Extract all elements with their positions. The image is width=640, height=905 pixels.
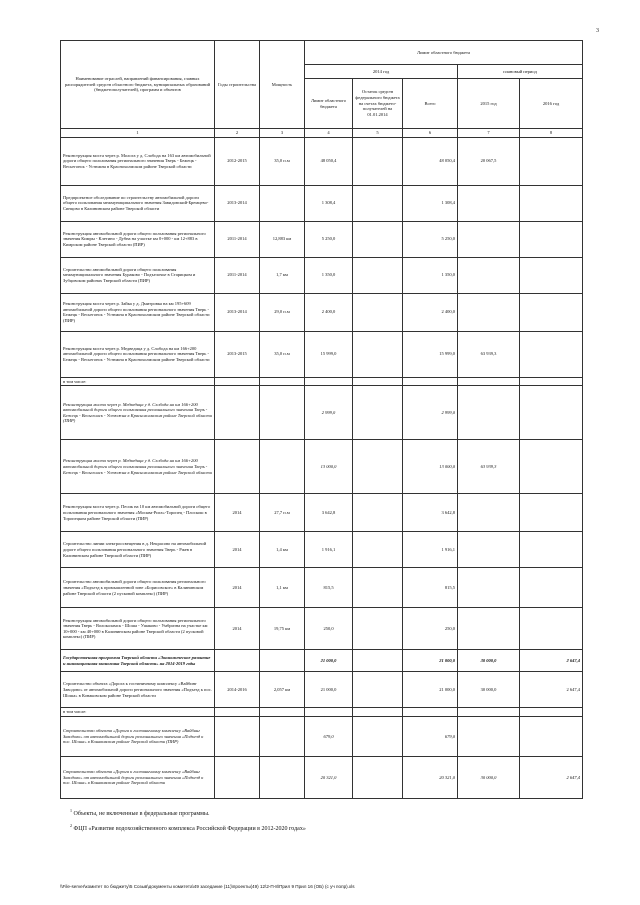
col-num: 1 <box>61 129 215 138</box>
row-total-cell: 21 000,0 <box>403 650 458 672</box>
row-capacity-cell: 35,0 п.м <box>260 137 305 185</box>
row-name-cell: в том числе: <box>61 708 215 717</box>
footnote-marker: 1 <box>70 808 72 813</box>
row-name-cell: Реконструкция моста через р. Медведица у д. Слобода на км 166+200 автомобильной дороги общего пользования регионального значения Тверь - Бежецк - Весьегонск - Устюжна в Краснохолмском районе Тверской области (ПИР) <box>61 386 215 440</box>
row-2015-cell <box>458 608 520 650</box>
row-2015-cell: 30 000,0 <box>458 672 520 708</box>
col-num: 3 <box>260 129 305 138</box>
row-2015-cell <box>458 221 520 257</box>
table-row <box>61 331 583 377</box>
row-years-cell: 2014 <box>215 608 260 650</box>
table-header <box>61 41 583 138</box>
row-years-cell: 2013-2014 <box>215 293 260 331</box>
row-capacity-cell <box>260 650 305 672</box>
row-2015-cell <box>458 185 520 221</box>
row-name-cell: Государственная программа Тверской области «Экономическое развитие и инновационная экономика Тверской области» на 2014-2019 годы <box>61 650 215 672</box>
row-remaining-cell <box>353 716 403 756</box>
header-name-col: Наименование отраслей, направлений финансирования, главных распорядителей средств областного бюджета, муниципальных образований (бюджетополучателей), программ и объектов <box>61 41 215 129</box>
row-2015-cell <box>458 257 520 293</box>
row-name-cell: Строительство автомобильной дороги общего пользования межмуниципального значения Бураково - Подъелочье в Старицком и Зубцовском районах Тверской области (ПИР) <box>61 257 215 293</box>
row-2016-cell: 2 647,4 <box>520 756 583 798</box>
row-capacity-cell <box>260 756 305 798</box>
header-capacity-col: Мощность <box>260 41 305 129</box>
row-2015-cell <box>458 532 520 568</box>
row-2016-cell <box>520 185 583 221</box>
table-row <box>61 532 583 568</box>
row-limit-cell: 2 400,0 <box>305 293 353 331</box>
row-years-cell: 2011-2014 <box>215 221 260 257</box>
row-name-cell: Реконструкция моста через р. Медведица у д. Слобода на км 166+200 автомобильной дороги общего пользования регионального значения Тверь - Бежецк - Весьегонск - Устюжна в Краснохолмском районе Тверской области <box>61 331 215 377</box>
table-row <box>61 568 583 608</box>
row-years-cell: 2013-2014 <box>215 185 260 221</box>
row-remaining-cell <box>353 293 403 331</box>
row-2016-cell <box>520 494 583 532</box>
table-body <box>61 137 583 798</box>
table-row <box>61 386 583 440</box>
row-remaining-cell <box>353 568 403 608</box>
row-capacity-cell <box>260 440 305 494</box>
row-years-cell: 2012-2015 <box>215 137 260 185</box>
row-2016-cell <box>520 377 583 386</box>
row-capacity-cell: 29,0 п.м <box>260 293 305 331</box>
row-remaining-cell <box>353 331 403 377</box>
row-total-cell <box>403 708 458 717</box>
footnote-text: ФЦП «Развитие водохозяйственного комплекса Российской Федерации в 2012-2020 годах» <box>73 826 306 832</box>
row-years-cell <box>215 756 260 798</box>
column-number-row <box>61 129 583 138</box>
row-2016-cell <box>520 716 583 756</box>
row-years-cell: 2014 <box>215 494 260 532</box>
row-limit-cell: 679,0 <box>305 716 353 756</box>
row-2016-cell <box>520 293 583 331</box>
budget-table <box>60 40 583 799</box>
row-years-cell: 2014 <box>215 568 260 608</box>
header-year-2016: 2016 год <box>520 79 583 129</box>
row-limit-cell <box>305 708 353 717</box>
row-2015-cell <box>458 716 520 756</box>
row-total-cell: 2 999,0 <box>403 386 458 440</box>
row-2015-cell <box>458 494 520 532</box>
col-num: 4 <box>305 129 353 138</box>
col-num: 8 <box>520 129 583 138</box>
row-total-cell: 1 916,1 <box>403 532 458 568</box>
row-limit-cell: 1 308,4 <box>305 185 353 221</box>
row-name-cell: Реконструкция автомобильной дороги общего пользования регионального значения Тверь - Волоколамск - Шоша - Ушаково - Умбризна на участке км 10+000 - км 40+000 в Калининском районе Тверской области (2 пусковой комплекс) (ПИР) <box>61 608 215 650</box>
row-capacity-cell: 2,057 км <box>260 672 305 708</box>
file-path-footer: \\File-server\комитет по бюджету\5 Созыв\документы комитета\49 заседание (11)\проекты(49) 12\2-П-8\Прил 9 Прил 16 (ОБ) (с уч попр).xls <box>60 884 355 889</box>
row-capacity-cell <box>260 185 305 221</box>
row-years-cell <box>215 377 260 386</box>
row-remaining-cell <box>353 386 403 440</box>
table-row <box>61 650 583 672</box>
row-remaining-cell <box>353 494 403 532</box>
row-capacity-cell: 27,7 п.м <box>260 494 305 532</box>
row-years-cell <box>215 386 260 440</box>
row-2015-cell: 20 067,5 <box>458 137 520 185</box>
row-2016-cell <box>520 221 583 257</box>
row-total-cell: 250,0 <box>403 608 458 650</box>
row-name-cell: Строительство автомобильной дороги общего пользования регионального значения «Подъезд к промышленной зоне «Борисовское» в Калининском районе Тверской области (2 пусковой комплекс) (ПИР) <box>61 568 215 608</box>
row-years-cell <box>215 716 260 756</box>
row-2015-cell <box>458 377 520 386</box>
row-years-cell: 2014-2016 <box>215 672 260 708</box>
row-2016-cell: 2 647,4 <box>520 672 583 708</box>
row-2016-cell <box>520 608 583 650</box>
row-limit-cell: 3 642,8 <box>305 494 353 532</box>
row-limit-cell: 815,5 <box>305 568 353 608</box>
row-name-cell: Реконструкция автомобильной дороги общего пользования регионального значения Кимры - Клетино - Дубна на участке км 0+000 - км 12+883 в Кимрском районе Тверской области (ПИР) <box>61 221 215 257</box>
header-remaining-funds: Остаток средств федерального бюджета на счетах бюджето-получателей на 01.01.2014 <box>353 79 403 129</box>
row-2015-cell: 30 000,0 <box>458 756 520 798</box>
footnotes <box>70 805 306 835</box>
row-capacity-cell <box>260 716 305 756</box>
header-year-2015: 2015 год <box>458 79 520 129</box>
row-years-cell: 2014 <box>215 532 260 568</box>
row-capacity-cell <box>260 377 305 386</box>
row-capacity-cell <box>260 708 305 717</box>
row-2015-cell: 63 939,3 <box>458 331 520 377</box>
row-2015-cell <box>458 568 520 608</box>
row-total-cell: 1 308,4 <box>403 185 458 221</box>
header-total: Всего <box>403 79 458 129</box>
row-total-cell: 3 642,8 <box>403 494 458 532</box>
header-limit-title: Лимит областного бюджета <box>305 41 583 65</box>
table-row <box>61 377 583 386</box>
row-name-cell: Реконструкция моста через р. Медведица у д. Слобода на км 166+200 автомобильной дороги общего пользования регионального значения Тверь - Бежецк - Весьегонск - Устюжна в Краснохолмском районе Тверской области <box>61 440 215 494</box>
header-years-col: Годы строительства <box>215 41 260 129</box>
row-limit-cell: 2 999,0 <box>305 386 353 440</box>
row-total-cell: 679,0 <box>403 716 458 756</box>
header-year-2014: 2014 год <box>305 65 458 79</box>
row-2015-cell <box>458 708 520 717</box>
row-total-cell: 48 050,4 <box>403 137 458 185</box>
row-remaining-cell <box>353 708 403 717</box>
row-capacity-cell: 1,1 км <box>260 568 305 608</box>
footnote <box>70 805 306 820</box>
row-limit-cell: 21 000,0 <box>305 672 353 708</box>
row-limit-cell: 21 000,0 <box>305 650 353 672</box>
row-capacity-cell: 1,4 км <box>260 532 305 568</box>
row-remaining-cell <box>353 377 403 386</box>
table-row <box>61 756 583 798</box>
row-2015-cell: 63 939,3 <box>458 440 520 494</box>
row-total-cell: 2 400,0 <box>403 293 458 331</box>
row-limit-cell: 20 321,0 <box>305 756 353 798</box>
row-2016-cell <box>520 257 583 293</box>
row-2016-cell <box>520 708 583 717</box>
row-capacity-cell: 19,75 км <box>260 608 305 650</box>
row-limit-cell <box>305 377 353 386</box>
row-name-cell: Реконструкция моста через р. Зайка у д. Дмитровка на км 195+609 автомобильной дороги общего пользования регионального значения Тверь - Бежецк - Весьегонск - Устюжна в Краснохолмском районе Тверской области (ПИР) <box>61 293 215 331</box>
row-remaining-cell <box>353 756 403 798</box>
row-limit-cell: 13 000,0 <box>305 440 353 494</box>
row-remaining-cell <box>353 672 403 708</box>
row-total-cell: 5 250,0 <box>403 221 458 257</box>
table-row <box>61 293 583 331</box>
row-total-cell: 20 321,0 <box>403 756 458 798</box>
table-row <box>61 608 583 650</box>
row-remaining-cell <box>353 137 403 185</box>
row-remaining-cell <box>353 440 403 494</box>
row-years-cell: 2011-2014 <box>215 257 260 293</box>
row-name-cell: Строительство объекта «Дорога к гостиничному комплексу «Вайбинг Заводово» от автомобильной дороги регионального значения «Подъезд к пос. Шоша» в Конаковском районе Тверской области <box>61 756 215 798</box>
row-name-cell: Реконструкция моста через р. Молога у д. Слобода на 163 км автомобильной дороги общего пользования регионального значения Тверь - Бежецк - Весьегонск - Устюжна в Краснохолмском районе Тверской области <box>61 137 215 185</box>
row-years-cell <box>215 650 260 672</box>
row-2015-cell: 30 000,0 <box>458 650 520 672</box>
row-2016-cell <box>520 532 583 568</box>
row-2016-cell <box>520 440 583 494</box>
table-row <box>61 440 583 494</box>
row-2016-cell: 2 647,4 <box>520 650 583 672</box>
row-capacity-cell <box>260 386 305 440</box>
footnote-marker: 2 <box>70 823 72 828</box>
row-name-cell: Строительство линии электроосвещения в д. Некрасово на автомобильной дороге общего пользования регионального значения Тверь - Ржев в Калининском районе Тверской области (ПИР) <box>61 532 215 568</box>
row-total-cell: 1 350,0 <box>403 257 458 293</box>
row-2016-cell <box>520 568 583 608</box>
row-capacity-cell: 1,7 км <box>260 257 305 293</box>
table-row <box>61 185 583 221</box>
row-remaining-cell <box>353 221 403 257</box>
page-number: 3 <box>596 28 599 34</box>
table-row <box>61 494 583 532</box>
col-num: 7 <box>458 129 520 138</box>
row-name-cell: в том числе: <box>61 377 215 386</box>
row-total-cell: 15 999,0 <box>403 331 458 377</box>
row-remaining-cell <box>353 257 403 293</box>
table-row <box>61 708 583 717</box>
col-num: 2 <box>215 129 260 138</box>
row-remaining-cell <box>353 532 403 568</box>
header-planned-period: плановый период <box>458 65 583 79</box>
row-capacity-cell: 35,0 п.м <box>260 331 305 377</box>
row-years-cell: 2013-2015 <box>215 331 260 377</box>
row-years-cell <box>215 708 260 717</box>
row-total-cell: 21 000,0 <box>403 672 458 708</box>
row-total-cell: 815,5 <box>403 568 458 608</box>
row-limit-cell: 15 999,0 <box>305 331 353 377</box>
row-remaining-cell <box>353 185 403 221</box>
row-2016-cell <box>520 137 583 185</box>
row-2015-cell <box>458 293 520 331</box>
row-years-cell <box>215 440 260 494</box>
row-remaining-cell <box>353 608 403 650</box>
row-capacity-cell: 12,883 км <box>260 221 305 257</box>
row-name-cell: Строительство объекта «Дорога к гостиничному комплексу «Вайбинг Заводово» от автомобильной дороги регионального значения «Подъезд к пос. Шоша» в Конаковском районе Тверской области <box>61 672 215 708</box>
row-limit-cell: 5 250,0 <box>305 221 353 257</box>
row-limit-cell: 1 350,0 <box>305 257 353 293</box>
table-row <box>61 137 583 185</box>
table-row <box>61 716 583 756</box>
row-name-cell: Предпроектное обследование по строительству автомобильной дороги общего пользования межмуниципального значения Завидовский-Бремцево-Синцово в Калининском районе Тверской области <box>61 185 215 221</box>
table-row <box>61 672 583 708</box>
footnote-text: Объекты, не включенные в федеральные программы. <box>73 811 210 817</box>
row-remaining-cell <box>353 650 403 672</box>
col-num: 6 <box>403 129 458 138</box>
table-row <box>61 257 583 293</box>
row-name-cell: Строительство объекта «Дорога к гостиничному комплексу «Вайбинг Заводово» от автомобильной дороги регионального значения «Подъезд к пос. Шоша» в Конаковском районе Тверской области (ПИР) <box>61 716 215 756</box>
col-num: 5 <box>353 129 403 138</box>
row-total-cell: 13 000,0 <box>403 440 458 494</box>
footnote <box>70 820 306 835</box>
row-limit-cell: 250,0 <box>305 608 353 650</box>
header-limit-sub: Лимит областного бюджета <box>305 79 353 129</box>
row-name-cell: Реконструкция моста через р. Песик на 10 км автомобильной дороги общего пользования регионального значения «Москва-Рига»-Торопец - Плоскош в Торопецком районе Тверской области (ПИР) <box>61 494 215 532</box>
row-2016-cell <box>520 386 583 440</box>
row-limit-cell: 1 916,1 <box>305 532 353 568</box>
row-2015-cell <box>458 386 520 440</box>
row-total-cell <box>403 377 458 386</box>
table-row <box>61 221 583 257</box>
row-limit-cell: 48 050,4 <box>305 137 353 185</box>
row-2016-cell <box>520 331 583 377</box>
